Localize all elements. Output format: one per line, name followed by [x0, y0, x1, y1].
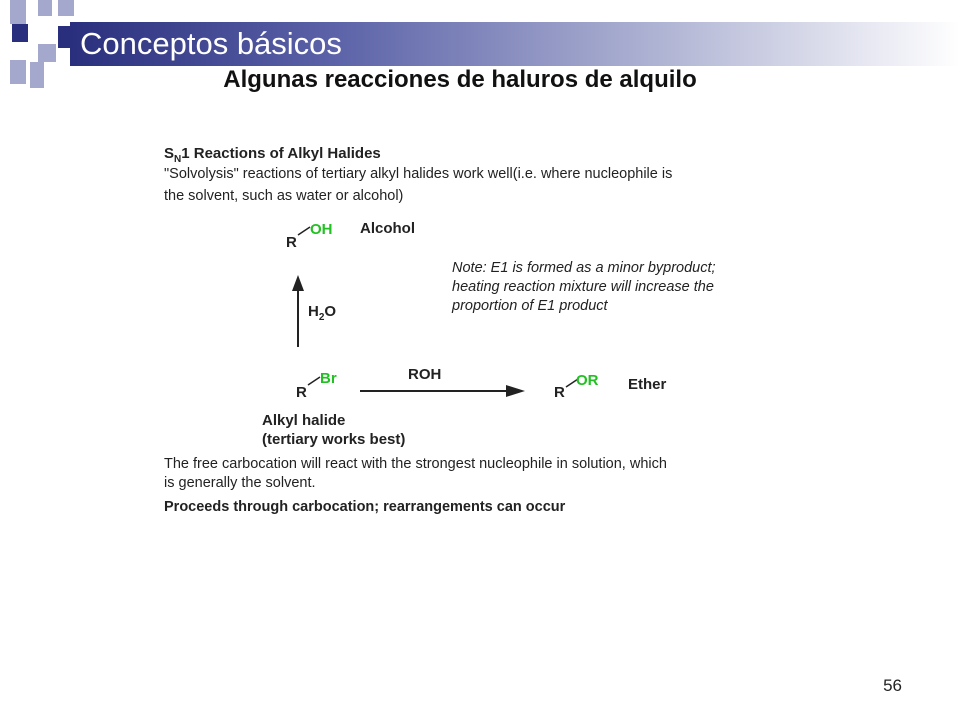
note-line-3: proportion of E1 product — [452, 298, 608, 314]
water-subscript: 2 — [318, 312, 325, 323]
vertical-arrow-head — [292, 275, 304, 291]
heading-n-subscript: N — [174, 154, 182, 165]
halide-br-group: Br — [320, 370, 337, 387]
alcohol-bond — [298, 227, 310, 235]
ether-r: R — [554, 384, 565, 401]
heading-s: S — [164, 145, 175, 162]
carbocation-line-1: The free carbocation will react with the strongest nucleophile in solution, which — [164, 456, 667, 472]
halide-label-line-1: Alkyl halide — [262, 412, 346, 429]
water-o: O — [324, 303, 337, 320]
deco-square-6 — [38, 44, 56, 62]
carbocation-line-2: is generally the solvent. — [164, 475, 316, 491]
deco-square-4 — [12, 24, 28, 42]
halide-r: R — [296, 384, 307, 401]
ether-label: Ether — [628, 376, 667, 393]
deco-square-1 — [10, 0, 26, 24]
roh-reagent: ROH — [408, 366, 442, 383]
halide-bond — [308, 377, 320, 385]
horizontal-arrow-head — [506, 385, 525, 397]
water-h: H — [308, 303, 319, 320]
halide-label-line-2: (tertiary works best) — [262, 431, 406, 448]
alcohol-r: R — [286, 234, 297, 251]
page-number: 56 — [883, 676, 902, 695]
alcohol-label: Alcohol — [360, 220, 415, 237]
heading-rest: 1 Reactions of Alkyl Halides — [181, 145, 381, 162]
conclusion-text: Proceeds through carbocation; rearrangements can occur — [164, 499, 566, 515]
deco-square-2 — [38, 0, 52, 16]
slide-subtitle: Algunas reacciones de haluros de alquilo — [223, 66, 697, 93]
intro-line-1: "Solvolysis" reactions of tertiary alkyl halides work well(i.e. where nucleophile is — [164, 166, 673, 182]
note-line-2: heating reaction mixture will increase the — [452, 279, 714, 295]
slide-title: Conceptos básicos — [80, 26, 342, 61]
deco-square-3 — [58, 0, 74, 16]
alcohol-oh-group: OH — [310, 221, 333, 238]
water-reagent — [308, 303, 336, 323]
note-line-1: Note: E1 is formed as a minor byproduct; — [452, 260, 716, 276]
figure-heading — [164, 145, 381, 165]
intro-line-2: the solvent, such as water or alcohol) — [164, 188, 404, 204]
sn1-reaction-figure — [150, 135, 810, 525]
ether-or-group: OR — [576, 372, 599, 389]
